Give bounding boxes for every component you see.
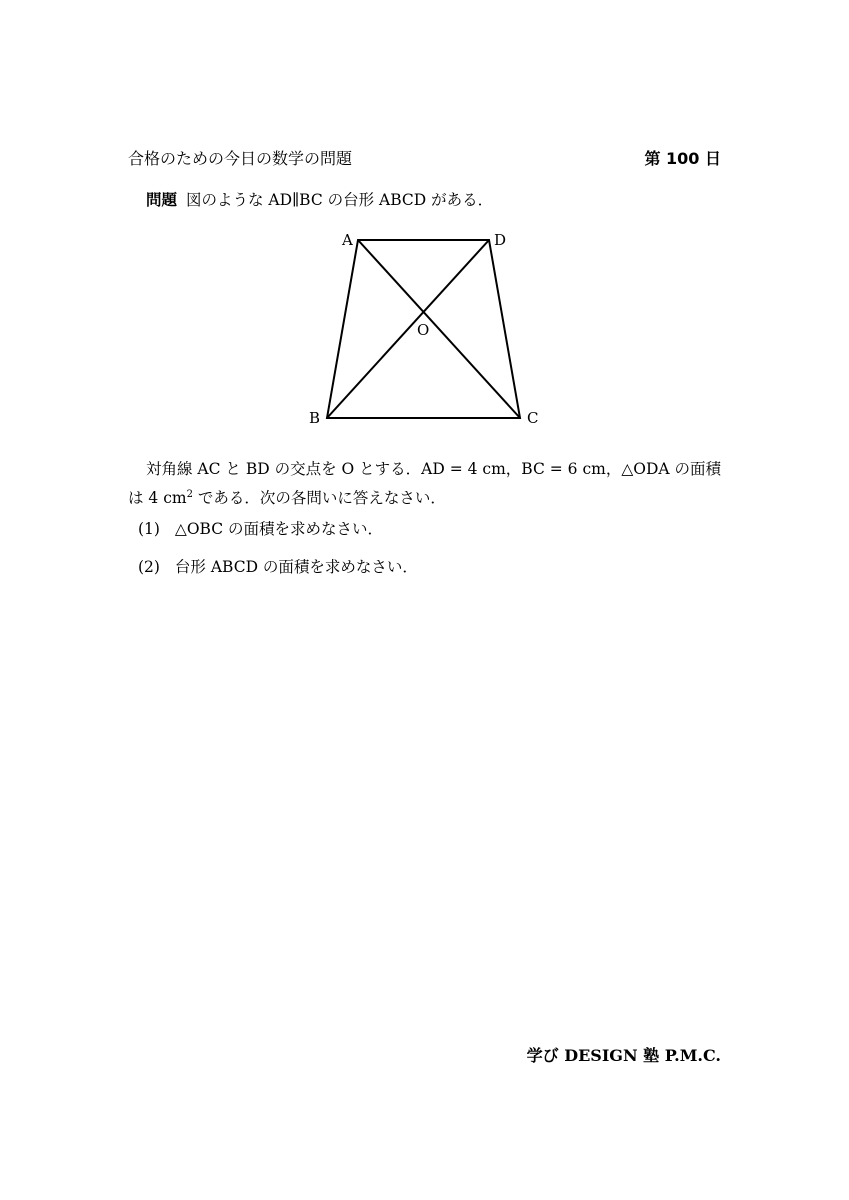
page-header-day: 第 100 日 xyxy=(644,149,721,168)
conditions-line-2: は 4 cm xyxy=(128,489,187,508)
vertex-label-a: A xyxy=(342,231,353,249)
diagonal-bd xyxy=(327,240,489,418)
question-item xyxy=(138,517,383,539)
unit-exponent: 2 xyxy=(186,489,193,500)
question-number: (2) xyxy=(138,558,160,576)
question-text: △OBC の面積を求めなさい． xyxy=(174,520,383,538)
vertex-label-b: B xyxy=(309,409,321,427)
vertex-label-c: C xyxy=(527,409,539,427)
problem-text: 図のような AD∥BC の台形 ABCD がある． xyxy=(185,191,494,209)
intersection-label-o: O xyxy=(417,321,430,339)
vertex-label-d: D xyxy=(494,231,507,249)
problem-conditions xyxy=(128,456,722,511)
question-text: 台形 ABCD の面積を求めなさい． xyxy=(174,558,418,576)
question-item xyxy=(138,555,418,577)
problem-label: 問題 xyxy=(146,191,178,209)
problem-statement xyxy=(146,188,493,210)
question-number: (1) xyxy=(138,520,160,538)
conditions-line-2-end: である．次の各問いに答えなさい． xyxy=(192,489,446,508)
conditions-line-1: 対角線 AC と BD の交点を O とする．AD = 4 cm，BC = 6 cm，△ODA の面積 xyxy=(146,460,721,478)
trapezoid-figure xyxy=(300,228,550,433)
page-header-title: 合格のための今日の数学の問題 xyxy=(128,149,353,168)
footer-brand: 学び DESIGN 塾 P.M.C. xyxy=(526,1046,721,1065)
diagonal-ac xyxy=(358,240,520,418)
